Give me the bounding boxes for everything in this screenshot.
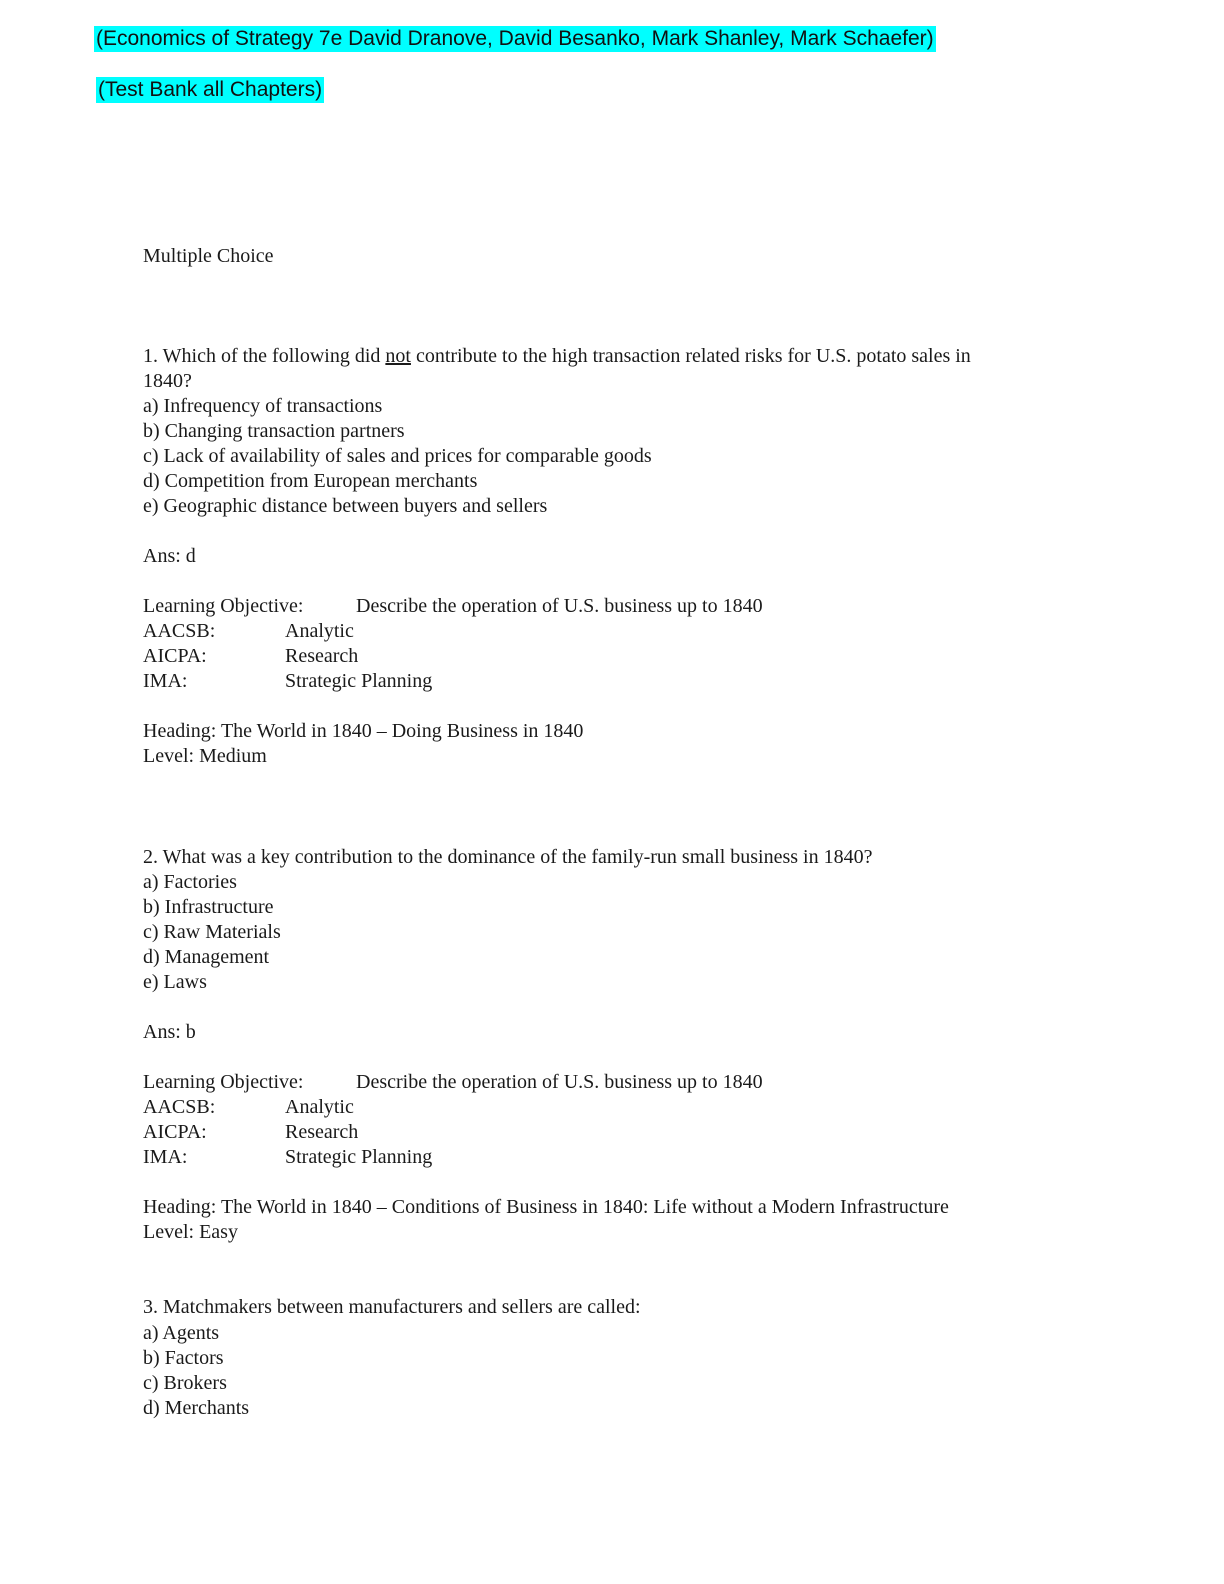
- question-1-aacsb-label: AACSB:: [143, 620, 216, 642]
- question-2-option-b: b) Infrastructure: [143, 896, 274, 918]
- question-2-text: 2. What was a key contribution to the dominance of the family-run small business in 1840?: [143, 846, 873, 868]
- question-2-ima-value: Strategic Planning: [285, 1146, 433, 1168]
- question-1-learning-objective-label: Learning Objective:: [143, 595, 304, 617]
- question-2-learning-objective-label: Learning Objective:: [143, 1071, 304, 1093]
- question-1-text-post: contribute to the high transaction related risks for U.S. potato sales in: [410, 345, 971, 367]
- question-3-option-d: d) Merchants: [143, 1397, 250, 1419]
- section-title: Multiple Choice: [143, 245, 274, 267]
- question-1-aicpa-label: AICPA:: [143, 645, 207, 667]
- question-2-option-d: d) Management: [143, 946, 270, 968]
- question-1-option-c: c) Lack of availability of sales and prices for comparable goods: [143, 445, 652, 467]
- question-1-heading: Heading: The World in 1840 – Doing Business in 1840: [143, 720, 584, 742]
- question-1-ima-value: Strategic Planning: [285, 670, 433, 692]
- question-1-option-b: b) Changing transaction partners: [143, 420, 405, 442]
- question-2-aacsb-label: AACSB:: [143, 1096, 216, 1118]
- question-1-emphasis: not: [385, 345, 411, 367]
- question-3-text: 3. Matchmakers between manufacturers and sellers are called:: [143, 1296, 641, 1318]
- question-1-text-cont: 1840?: [143, 370, 192, 392]
- question-1-text-pre: 1. Which of the following did: [143, 345, 386, 367]
- question-2-option-e: e) Laws: [143, 971, 207, 993]
- question-2-learning-objective-value: Describe the operation of U.S. business up to 1840: [356, 1071, 763, 1093]
- question-1-option-d: d) Competition from European merchants: [143, 470, 478, 492]
- question-2-aicpa-label: AICPA:: [143, 1121, 207, 1143]
- question-2-aicpa-value: Research: [285, 1121, 359, 1143]
- document-subtitle: (Test Bank all Chapters): [98, 78, 323, 101]
- question-2-heading: Heading: The World in 1840 – Conditions of Business in 1840: Life without a Modern Infrastructure: [143, 1196, 949, 1218]
- document-title: (Economics of Strategy 7e David Dranove, David Besanko, Mark Shanley, Mark Schaefer): [96, 27, 934, 50]
- question-2-option-a: a) Factories: [143, 871, 237, 893]
- question-2-aacsb-value: Analytic: [285, 1096, 354, 1118]
- question-2-ima-label: IMA:: [143, 1146, 188, 1168]
- question-2-answer: Ans: b: [143, 1021, 196, 1043]
- question-3-option-a: a) Agents: [143, 1322, 220, 1344]
- question-1-answer: Ans: d: [143, 545, 196, 567]
- question-2-level: Level: Easy: [143, 1221, 238, 1243]
- question-3-option-c: c) Brokers: [143, 1372, 227, 1394]
- question-1-option-e: e) Geographic distance between buyers and sellers: [143, 495, 548, 517]
- question-1-ima-label: IMA:: [143, 670, 188, 692]
- question-1-level: Level: Medium: [143, 745, 267, 767]
- question-1-text: [143, 344, 971, 369]
- question-1-aicpa-value: Research: [285, 645, 359, 667]
- question-1-learning-objective-value: Describe the operation of U.S. business up to 1840: [356, 595, 763, 617]
- question-3-option-b: b) Factors: [143, 1347, 224, 1369]
- question-1-option-a: a) Infrequency of transactions: [143, 395, 383, 417]
- question-1-aacsb-value: Analytic: [285, 620, 354, 642]
- question-2-option-c: c) Raw Materials: [143, 921, 281, 943]
